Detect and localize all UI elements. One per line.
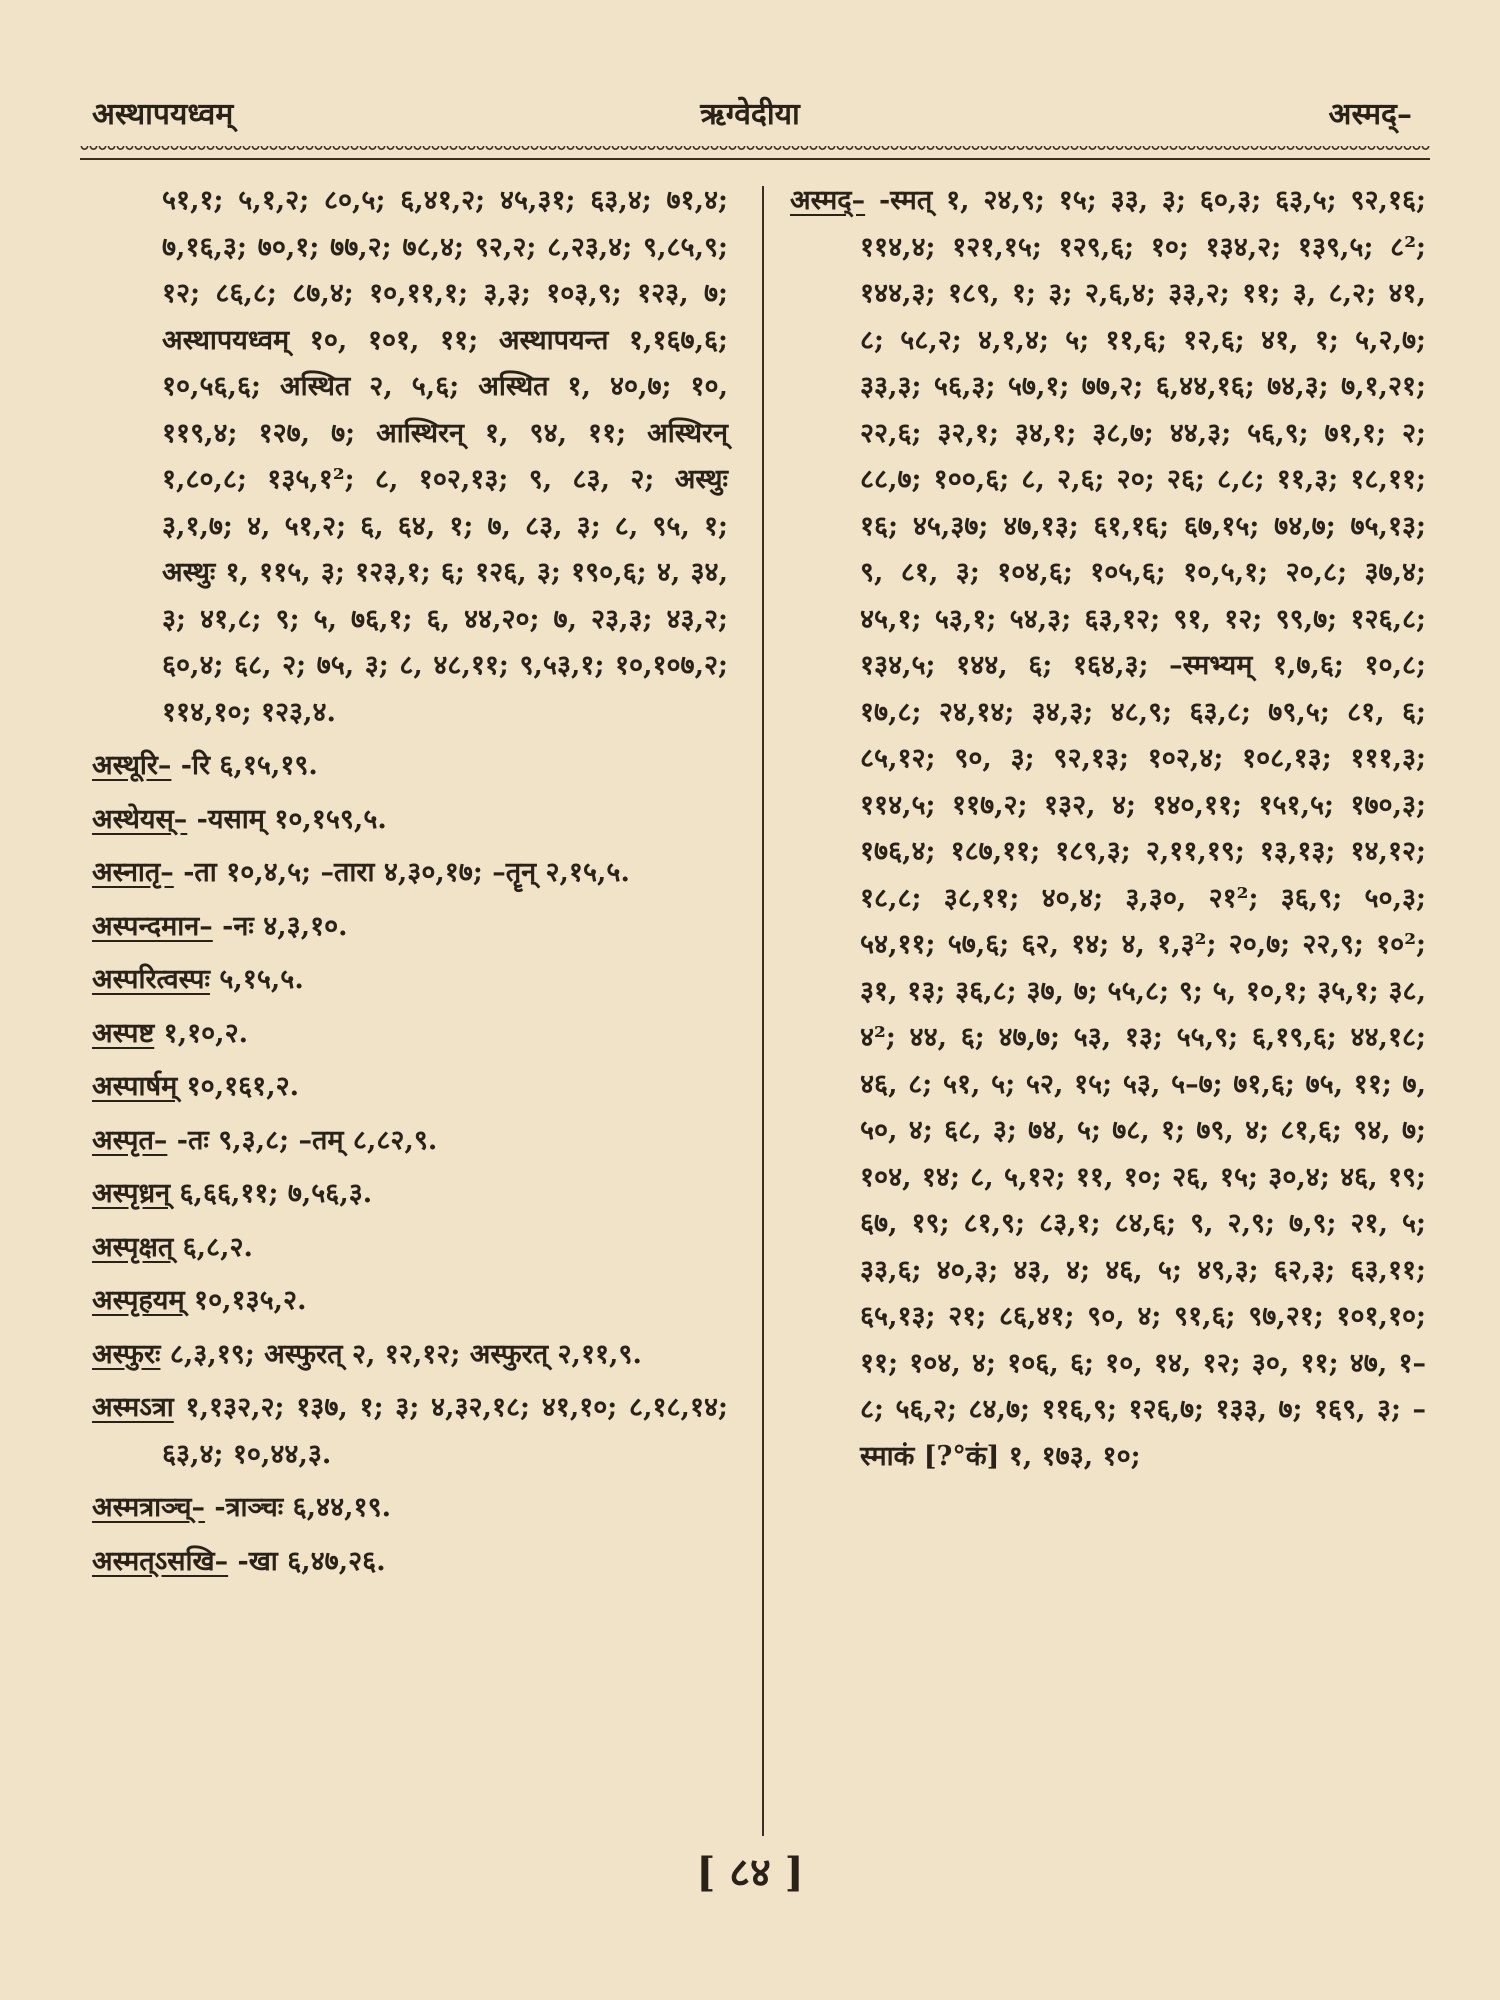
entry-headword: अस्मत्राञ्च्– — [92, 1492, 205, 1523]
header-right-catchword: अस्मद्– — [1328, 97, 1412, 132]
entry-references: -खा ६,४७,२६. — [228, 1545, 386, 1577]
entry-headword: अस्थेयस्– — [92, 803, 188, 835]
dictionary-entry — [92, 1064, 728, 1111]
entry-headword: अस्पृत– — [92, 1124, 168, 1156]
dictionary-entry — [92, 1171, 728, 1218]
entry-references: -यसाम् १०,१५९,५. — [187, 803, 387, 835]
dictionary-entry — [92, 178, 728, 736]
entry-references: -त्राञ्चः ६,४४,१९. — [204, 1492, 392, 1523]
dictionary-entry — [92, 904, 728, 951]
dictionary-entry — [92, 1278, 728, 1325]
entry-references: १०,१३५,२. — [184, 1285, 307, 1316]
entry-references: ८,३,१९; अस्फुरत् २, १२,१२; अस्फुरत् २,११,९. — [160, 1338, 642, 1370]
entry-headword: अस्मऽत्रा — [92, 1392, 174, 1423]
entry-references: -रि ६,१५,१९. — [171, 750, 318, 781]
dictionary-entry — [92, 1011, 728, 1058]
column-divider — [762, 186, 764, 1836]
entry-references: -तः ९,३,८; –तम् ८,८२,९. — [167, 1124, 438, 1156]
entry-headword: अस्मत्ऽसखि– — [92, 1545, 229, 1577]
entry-references: ५,१५,५. — [209, 964, 304, 995]
entry-headword: अस्पृक्षत् — [92, 1231, 174, 1263]
dictionary-entry — [92, 1539, 728, 1586]
entry-references: -ता १०,४,५; –तारा ४,३०,१७; –तॄन् २,१५,५. — [173, 857, 630, 888]
header-left-catchword: अस्थापयध्वम् — [92, 97, 234, 132]
entry-references: ५१,१; ५,१,२; ८०,५; ६,४१,२; ४५,३१; ६३,४; ७१,४; ७,१६,३; ७०,१; ७७,२; ७८,४; ९२,२; ८,२३,४; ९,८५,९; १२; ८६,८; ८७,४; १०,११,१; ३,३; १०३,९; १२३, ७; अस्थापयध्वम् १०, १०१, ११; अस्थापयन्त १,१६७,६; १०,५६,६; अस्थित २, ५,६; अस्थित १, ४०,७; १०, ११९,४; १२७, ७; आस्थिरन् १, ९४, ११; अस्थिरन् १,८०,८; १३५,१²; ८, १०२,१३; ९, ८३, २; अस्थुः ३,१,७; ४, ५१,२; ६, ६४, १; ७, ८३, ३; ८, ९५, १; अस्थुः १, ११५, ३; १२३,१; ६; १२६, ३; १९०,६; ४, ३४, ३; ४१,८; ९; ५, ७६,१; ६, ४४,२०; ७, २३,३; ४३,२; ६०,४; ६८, २; ७५, ३; ८, ४८,११; ९,५३,१; १०,१०७,२; ११४,१०; १२३,४. — [162, 185, 728, 728]
entry-headword: अस्पन्दमान– — [92, 910, 213, 942]
entry-references: ६,६६,११; ७,५६,३. — [170, 1178, 373, 1209]
header-wavy-rule — [80, 146, 1430, 155]
entry-headword: अस्परित्वस्पः — [92, 964, 210, 995]
entry-references: ६,८,२. — [173, 1231, 253, 1263]
dictionary-entry — [92, 797, 728, 844]
header-rule — [80, 158, 1430, 160]
dictionary-entry — [92, 1332, 728, 1379]
dictionary-entry — [92, 743, 728, 790]
entry-references: १०,१६१,२. — [177, 1071, 300, 1102]
entry-references: १,१०,२. — [154, 1017, 249, 1049]
dictionary-entry — [92, 957, 728, 1004]
entry-headword: अस्मद्– — [790, 185, 866, 216]
page-number: [ ८४ ] — [696, 1849, 804, 1896]
header-title: ऋग्वेदीया — [700, 97, 800, 132]
entry-headword: अस्पृहयम् — [92, 1285, 185, 1316]
entry-headword: अस्थूरि– — [92, 750, 172, 781]
entry-headword: अस्पष्ट — [92, 1017, 155, 1049]
entry-references: -स्मत् १, २४,९; १५; ३३, ३; ६०,३; ६३,५; ९२,१६; ११४,४; १२१,१५; १२९,६; १०; १३४,२; १३९,५; ८²; १४४,३; १८९, १; ३; २,६,४; ३३,२; ११; ३, ८,२; ४१, ८; ५८,२; ४,१,४; ५; ११,६; १२,६; ४१, १; ५,२,७; ३३,३; ५६,३; ५७,१; ७७,२; ६,४४,१६; ७४,३; ७,१,२१; २२,६; ३२,१; ३४,१; ३८,७; ४४,३; ५६,९; ७१,१; २; ८८,७; १००,६; ८, २,६; २०; २६; ८,८; ११,३; १८,११; १६; ४५,३७; ४७,१३; ६१,१६; ६७,१५; ७४,७; ७५,१३; ९, ८१, ३; १०४,६; १०५,६; १०,५,१; २०,८; ३७,४; ४५,१; ५३,१; ५४,३; ६३,१२; ९१, १२; ९९,७; १२६,८; १३४,५; १४४, ६; १६४,३; –स्मभ्यम् १,७,६; १०,८; १७,८; २४,१४; ३४,३; ४८,९; ६३,८; ७९,५; ८१, ६; ८५,१२; ९०, ३; ९२,१३; १०२,४; १०८,१३; १११,३; ११४,५; ११७,२; १३२, ४; १४०,११; १५१,५; १७०,३; १७६,४; १८७,११; १८९,३; २,११,१९; १३,१३; १४,१२; १८,८; ३८,११; ४०,४; ३,३०, २१²; ३६,९; ५०,३; ५४,११; ५७,६; ६२, १४; ४, १,३²; २०,७; २२,९; १०²; ३१, १३; ३६,८; ३७, ७; ५५,८; ९; ५, १०,१; ३५,१; ३८, ४²; ४४, ६; ४७,७; ५३, १३; ५५,९; ६,१९,६; ४४,१८; ४६, ८; ५१, ५; ५२, १५; ५३, ५–७; ७१,६; ७५, ११; ७, ५०, ४; ६८, ३; ७४, ५; ७८, १; ७९, ४; ८१,६; ९४, ७; १०४, १४; ८, ५,१२; ११, १०; २६, १५; ३०,४; ४६, १९; ६७, १९; ८१,९; ८३,१; ८४,६; ९, २,९; ७,९; २१, ५; ३३,६; ४०,३; ४३, ४; ४६, ५; ४९,३; ६२,३; ६३,११; ६५,१३; २१; ८६,४१; ९०, ४; ९१,६; ९७,२१; १०१,१०; ११; १०४, ४; १०६, ६; १०, १४, १२; ३०, ११; ४७, १–८; ५६,२; ८४,७; ११६,९; १२६,७; १३३, ७; १६९, ३; –स्माकं [?°कं] १, १७३, १०; — [860, 185, 1426, 1472]
dictionary-entry — [92, 1118, 728, 1165]
dictionary-entry — [92, 1485, 728, 1532]
dictionary-entry — [92, 1385, 728, 1478]
entry-headword: अस्पार्षम् — [92, 1071, 178, 1102]
entry-references: -नः ४,३,१०. — [212, 910, 348, 942]
entry-headword: अस्पृध्रन् — [92, 1178, 171, 1209]
right-column — [790, 178, 1426, 1487]
left-column — [92, 178, 728, 1592]
entry-references: १,१३२,२; १३७, १; ३; ४,३२,१८; ४१,१०; ८,१८,१४; ६३,४; १०,४४,३. — [162, 1392, 728, 1470]
dictionary-entry — [790, 178, 1426, 1480]
entry-headword: अस्फुरः — [92, 1338, 161, 1370]
dictionary-entry — [92, 850, 728, 897]
entry-headword: अस्नातृ– — [92, 857, 174, 888]
dictionary-entry — [92, 1225, 728, 1272]
